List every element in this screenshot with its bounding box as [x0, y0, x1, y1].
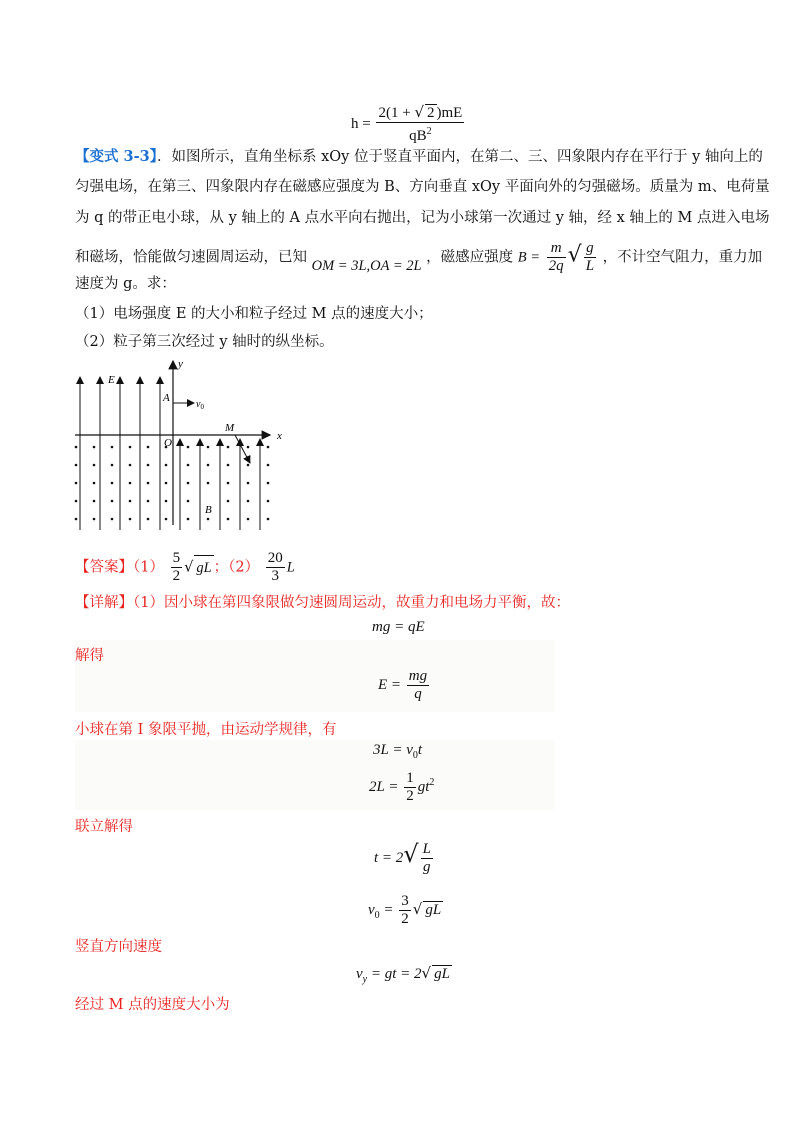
problem-line-3: 为 q 的带正电小球，从 y 轴上的 A 点水平向右抛出，记为小球第一次通过 y 轴，经 x 轴上的 M 点进入电场: [75, 210, 770, 226]
label-x: x: [277, 430, 282, 442]
problem-line-5: 速度为 g。求：: [75, 276, 176, 292]
detail-tag: 【详解】: [75, 595, 133, 611]
joint-label: 联立解得: [75, 819, 133, 835]
question-2: （2）粒子第三次经过 y 轴时的纵坐标。: [75, 334, 334, 350]
top-equation: [351, 104, 466, 145]
eq-t: t = 2√ $\frac{L}{g}$: [374, 840, 431, 876]
vertical-velocity-label: 竖直方向速度: [75, 939, 162, 955]
label-y: y: [178, 358, 183, 370]
label-v0: $v_0$: [196, 399, 204, 411]
label-b: B: [205, 504, 212, 516]
b-fraction: $\frac{m}{2q}$: [548, 240, 564, 274]
problem-line-2: 匀强电场，在第三、四象限内存在磁感应强度为 B、方向垂直 xOy 平面向外的匀强磁场。质量为 m、电荷量: [75, 179, 770, 195]
problem-line-1: 【变式 3-3】．如图所示，直角坐标系 xOy 位于竖直平面内，在第二、三、四象限内存在平行于 y 轴向上的: [75, 148, 763, 165]
bg-strip: [75, 640, 555, 712]
eq-numerator: 2(1 + √ 2 )mE: [378, 103, 463, 121]
eq-mg-qe: mg = qE: [372, 619, 425, 635]
problem-tag: 【变式 3-3】: [75, 148, 157, 165]
solve-label: 解得: [75, 648, 104, 664]
answer-line: 【答案】（1） $\frac{5}{2}$ √ gL ；（2） $\frac{20}{3}$ L: [75, 550, 295, 584]
detail-line-3: 经过 M 点的速度大小为: [75, 997, 230, 1013]
physics-figure: [70, 355, 290, 535]
e-field-lines: [80, 377, 260, 530]
bg-strip: [75, 740, 555, 810]
label-e: E: [108, 374, 115, 386]
answer-tag: 【答案】: [75, 559, 133, 576]
eq-lhs: h =: [351, 115, 371, 132]
given-conditions: OM = 3L,OA = 2L: [311, 257, 422, 274]
detail-line-2: 小球在第 Ⅰ 象限平抛，由运动学规律，有: [75, 722, 337, 738]
eq-v0: $v_0$ = $\frac{3}{2}$ √ gL: [368, 893, 442, 927]
label-m: M: [225, 422, 235, 434]
detail-line-1: 【详解】（1）因小球在第四象限做匀速圆周运动，故重力和电场力平衡，故：: [75, 595, 570, 611]
eq-denominator: $qB^2$: [409, 126, 432, 144]
label-v: v: [246, 453, 251, 464]
label-o: O: [164, 437, 172, 449]
eq-vy: $v_y$ = gt = 2√ gL: [356, 964, 450, 985]
eq-3l: $3L = v_0t$: [373, 742, 423, 761]
eq-fraction: [376, 104, 464, 145]
eq-2l: 2L = $\frac{1}{2}$ $gt^2$: [369, 770, 435, 804]
question-1: （1）电场强度 E 的大小和粒子经过 M 点的速度大小；: [75, 306, 433, 322]
g-over-l: $\frac{g}{L}$: [585, 240, 595, 274]
eq-e: E = $\frac{mg}{q}$: [378, 668, 428, 702]
problem-line-4: 和磁场，恰能做匀速圆周运动，已知 OM = 3L,OA = 2L ，磁感应强度 B = $\frac{m}{2q}$ √ $\frac{g}{L}$ ，不计空气阻力，重力加: [75, 240, 763, 274]
label-a: A: [163, 392, 170, 404]
